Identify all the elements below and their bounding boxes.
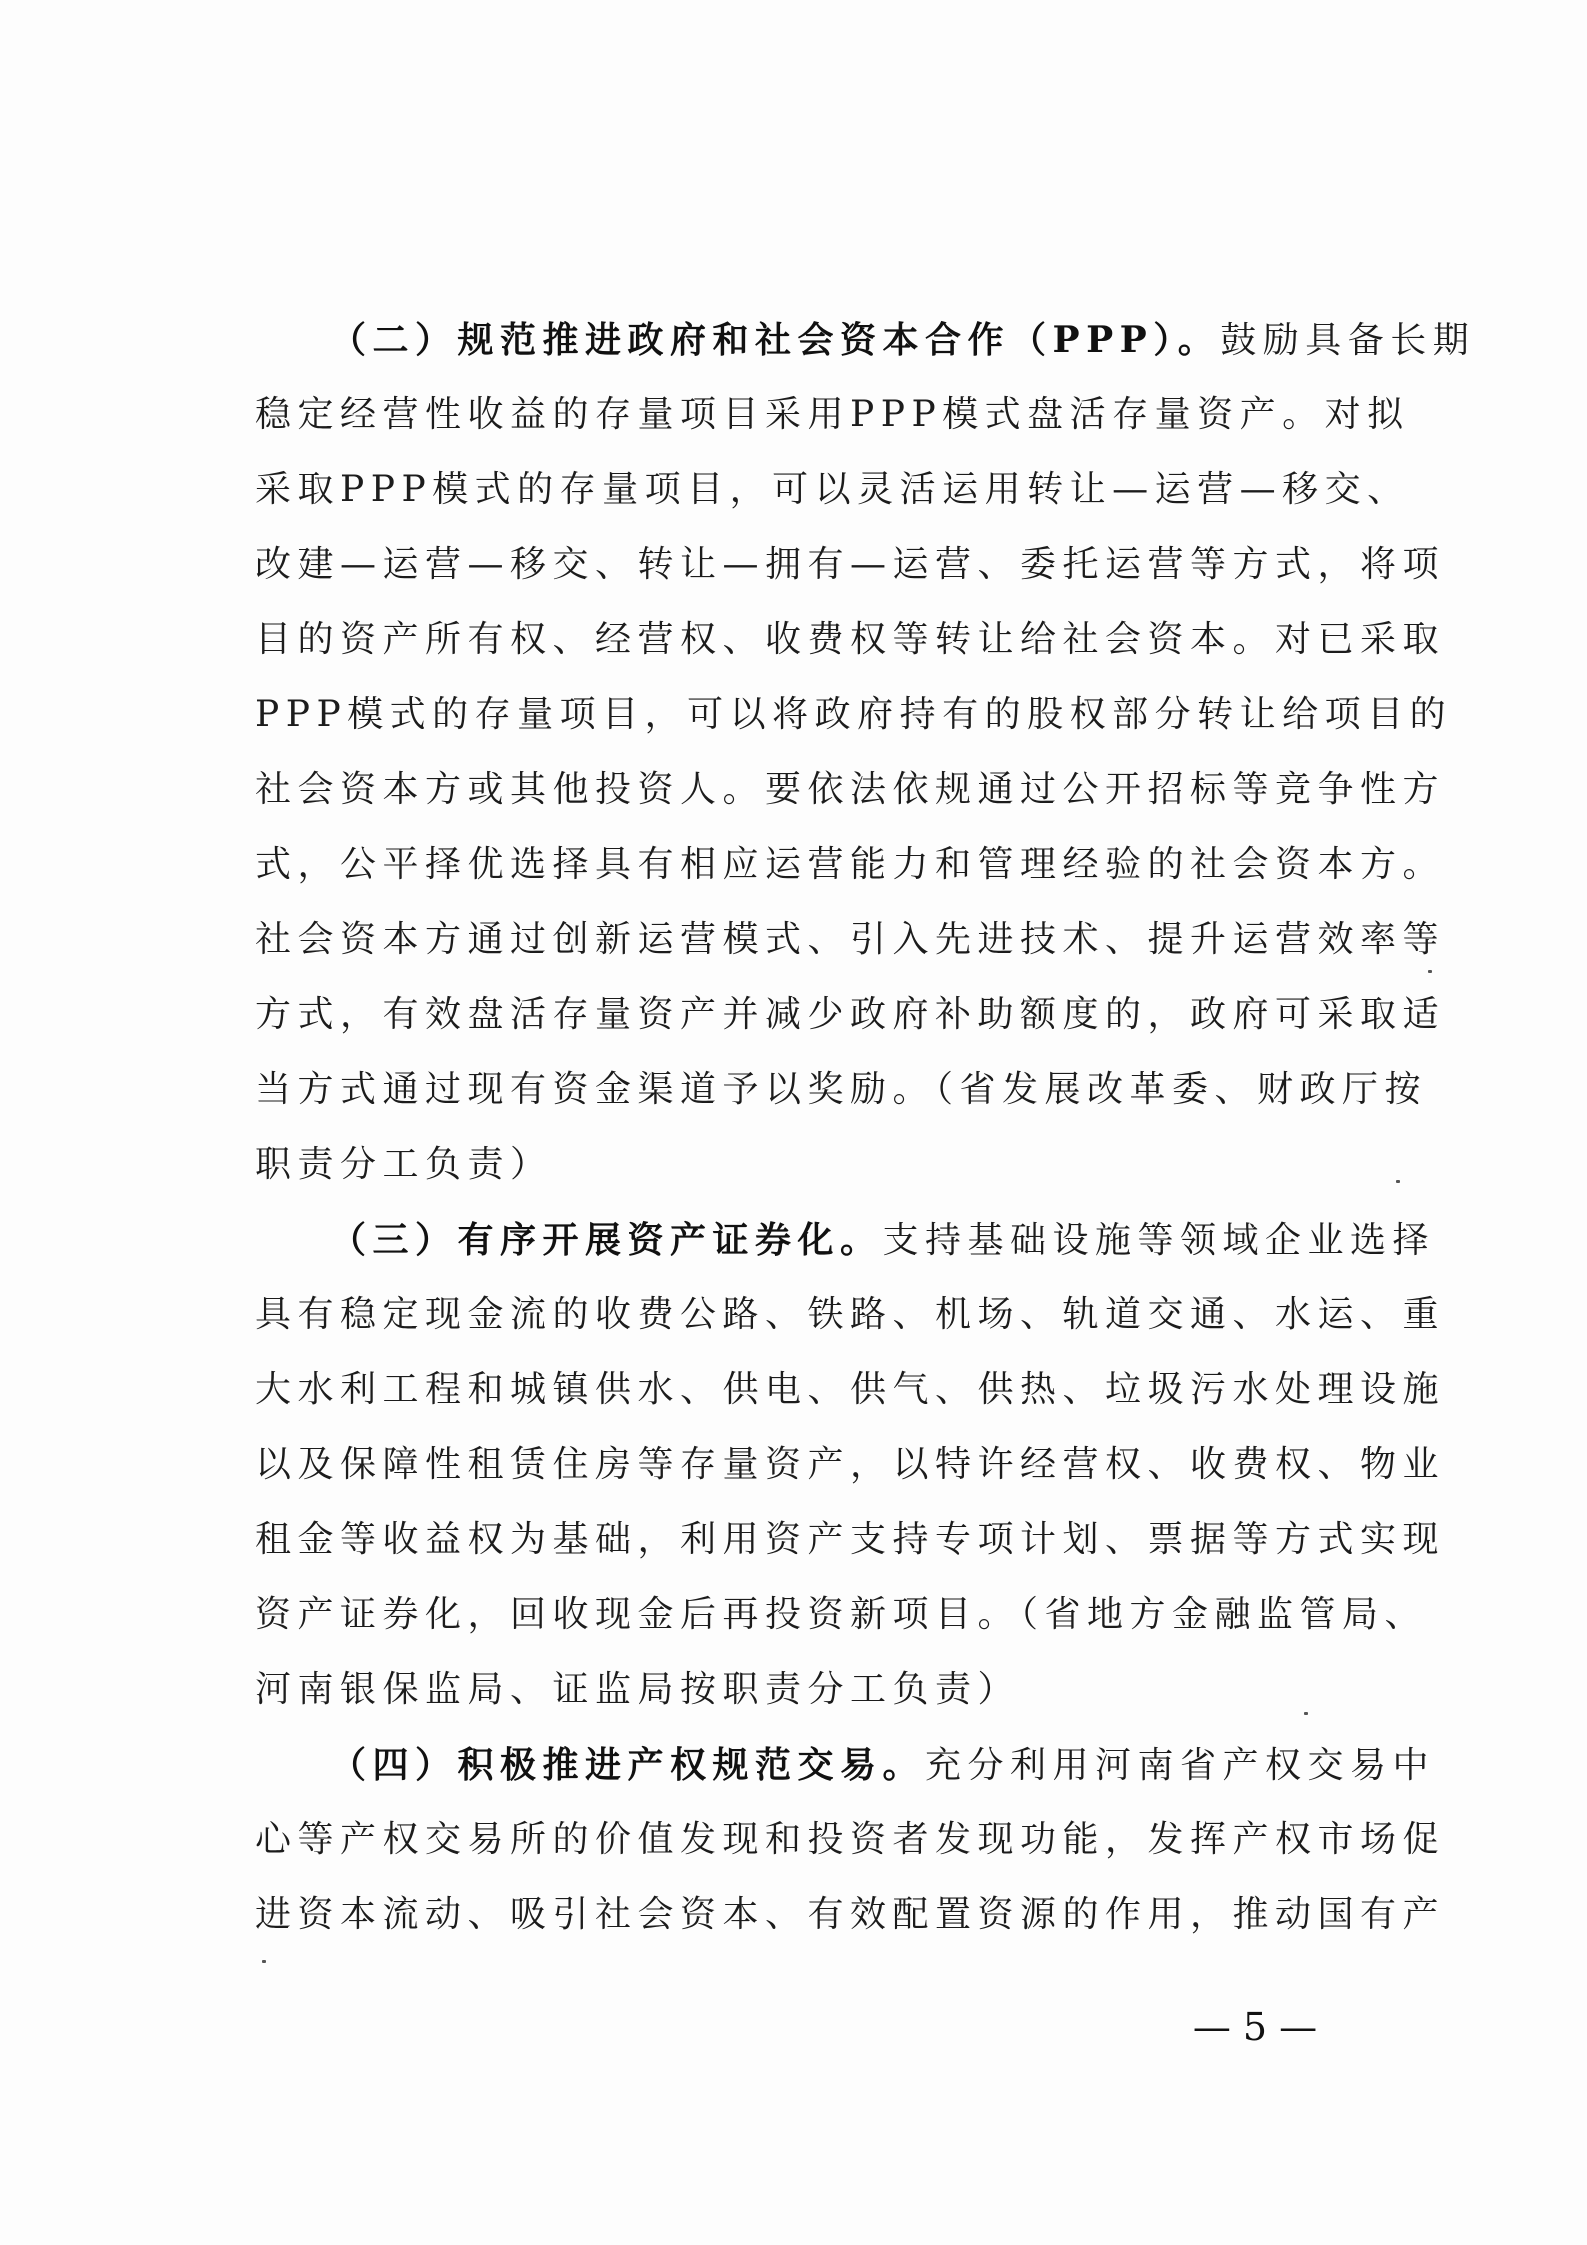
line-text: 租金等收益权为基础，利用资产支持专项计划、票据等方式实现: [255, 1519, 1446, 1560]
paragraph-2-line-12: [255, 1140, 1335, 1190]
line-text: 进资本流动、吸引社会资本、有效配置资源的作用，推动国有产: [255, 1894, 1446, 1935]
paragraph-2-line-6: [255, 690, 1453, 740]
line-text: 当方式通过现有资金渠道予以奖励。（省发展改革委、财政厅按: [255, 1069, 1428, 1110]
paragraph-3-line-5: [255, 1515, 1446, 1565]
section-heading-4: （四）积极推进产权规范交易。: [330, 1744, 926, 1786]
paragraph-3-line-1: [330, 1215, 1436, 1265]
line-text: 方式，有效盘活存量资产并减少政府补助额度的，政府可采取适: [255, 994, 1446, 1035]
line-text: 式，公平择优选择具有相应运营能力和管理经验的社会资本方。: [255, 844, 1446, 885]
paragraph-2-line-10: [255, 990, 1446, 1040]
paragraph-2-line-4: [255, 540, 1446, 590]
line-text: 大水利工程和城镇供水、供电、供气、供热、垃圾污水处理设施: [255, 1369, 1446, 1410]
paragraph-4-line-1: [330, 1740, 1436, 1790]
line-text: PPP模式的存量项目，可以将政府持有的股权部分转让给项目的: [255, 694, 1453, 735]
scan-speck: [1304, 1712, 1308, 1715]
paragraph-3-line-4: [255, 1440, 1446, 1490]
line-text: 资产证券化，回收现金后再投资新项目。（省地方金融监管局、: [255, 1594, 1428, 1635]
line-text: 职责分工负责）: [255, 1144, 553, 1185]
line-text: 具有稳定现金流的收费公路、铁路、机场、轨道交通、水运、重: [255, 1294, 1446, 1335]
section-heading-2: （二）规范推进政府和社会资本合作（PPP）。: [330, 319, 1221, 361]
paragraph-2-line-5: [255, 615, 1446, 665]
paragraph-2-line-11: [255, 1065, 1428, 1115]
page-number: — 5 —: [1192, 2005, 1318, 2049]
line-text: 社会资本方通过创新运营模式、引入先进技术、提升运营效率等: [255, 919, 1446, 960]
paragraph-3-line-6: [255, 1590, 1428, 1640]
line-text: 心等产权交易所的价值发现和投资者发现功能，发挥产权市场促: [255, 1819, 1446, 1860]
paragraph-2-line-3: [255, 465, 1410, 515]
line-text: 稳定经营性收益的存量项目采用PPP模式盘活存量资产。对拟: [255, 394, 1410, 435]
paragraph-4-line-2: [255, 1815, 1446, 1865]
paragraph-4-line-3: [255, 1890, 1446, 1940]
line-text: 充分利用河南省产权交易中: [925, 1745, 1436, 1786]
line-text: 社会资本方或其他投资人。要依法依规通过公开招标等竞争性方: [255, 769, 1446, 810]
line-text: 鼓励具备长期: [1220, 320, 1476, 361]
line-text: 目的资产所有权、经营权、收费权等转让给社会资本。对已采取: [255, 619, 1446, 660]
paragraph-3-line-3: [255, 1365, 1446, 1415]
section-heading-3: （三）有序开展资产证券化。: [330, 1219, 883, 1261]
paragraph-3-line-2: [255, 1290, 1446, 1340]
paragraph-2-line-9: [255, 915, 1446, 965]
scan-speck: [1428, 970, 1432, 973]
paragraph-2-line-8: [255, 840, 1446, 890]
scan-speck: [1396, 1180, 1400, 1183]
line-text: 以及保障性租赁住房等存量资产，以特许经营权、收费权、物业: [255, 1444, 1446, 1485]
paragraph-2-line-2: [255, 390, 1410, 440]
paragraph-2-line-7: [255, 765, 1446, 815]
line-text: 改建—运营—移交、转让—拥有—运营、委托运营等方式，将项: [255, 544, 1446, 585]
line-text: 河南银保监局、证监局按职责分工负责）: [255, 1669, 1021, 1710]
paragraph-3-line-7: [255, 1665, 1335, 1715]
line-text: 采取PPP模式的存量项目，可以灵活运用转让—运营—移交、: [255, 469, 1410, 510]
line-text: 支持基础设施等领域企业选择: [882, 1220, 1436, 1261]
paragraph-2-line-1: [330, 315, 1476, 365]
scan-speck: [262, 1960, 266, 1963]
